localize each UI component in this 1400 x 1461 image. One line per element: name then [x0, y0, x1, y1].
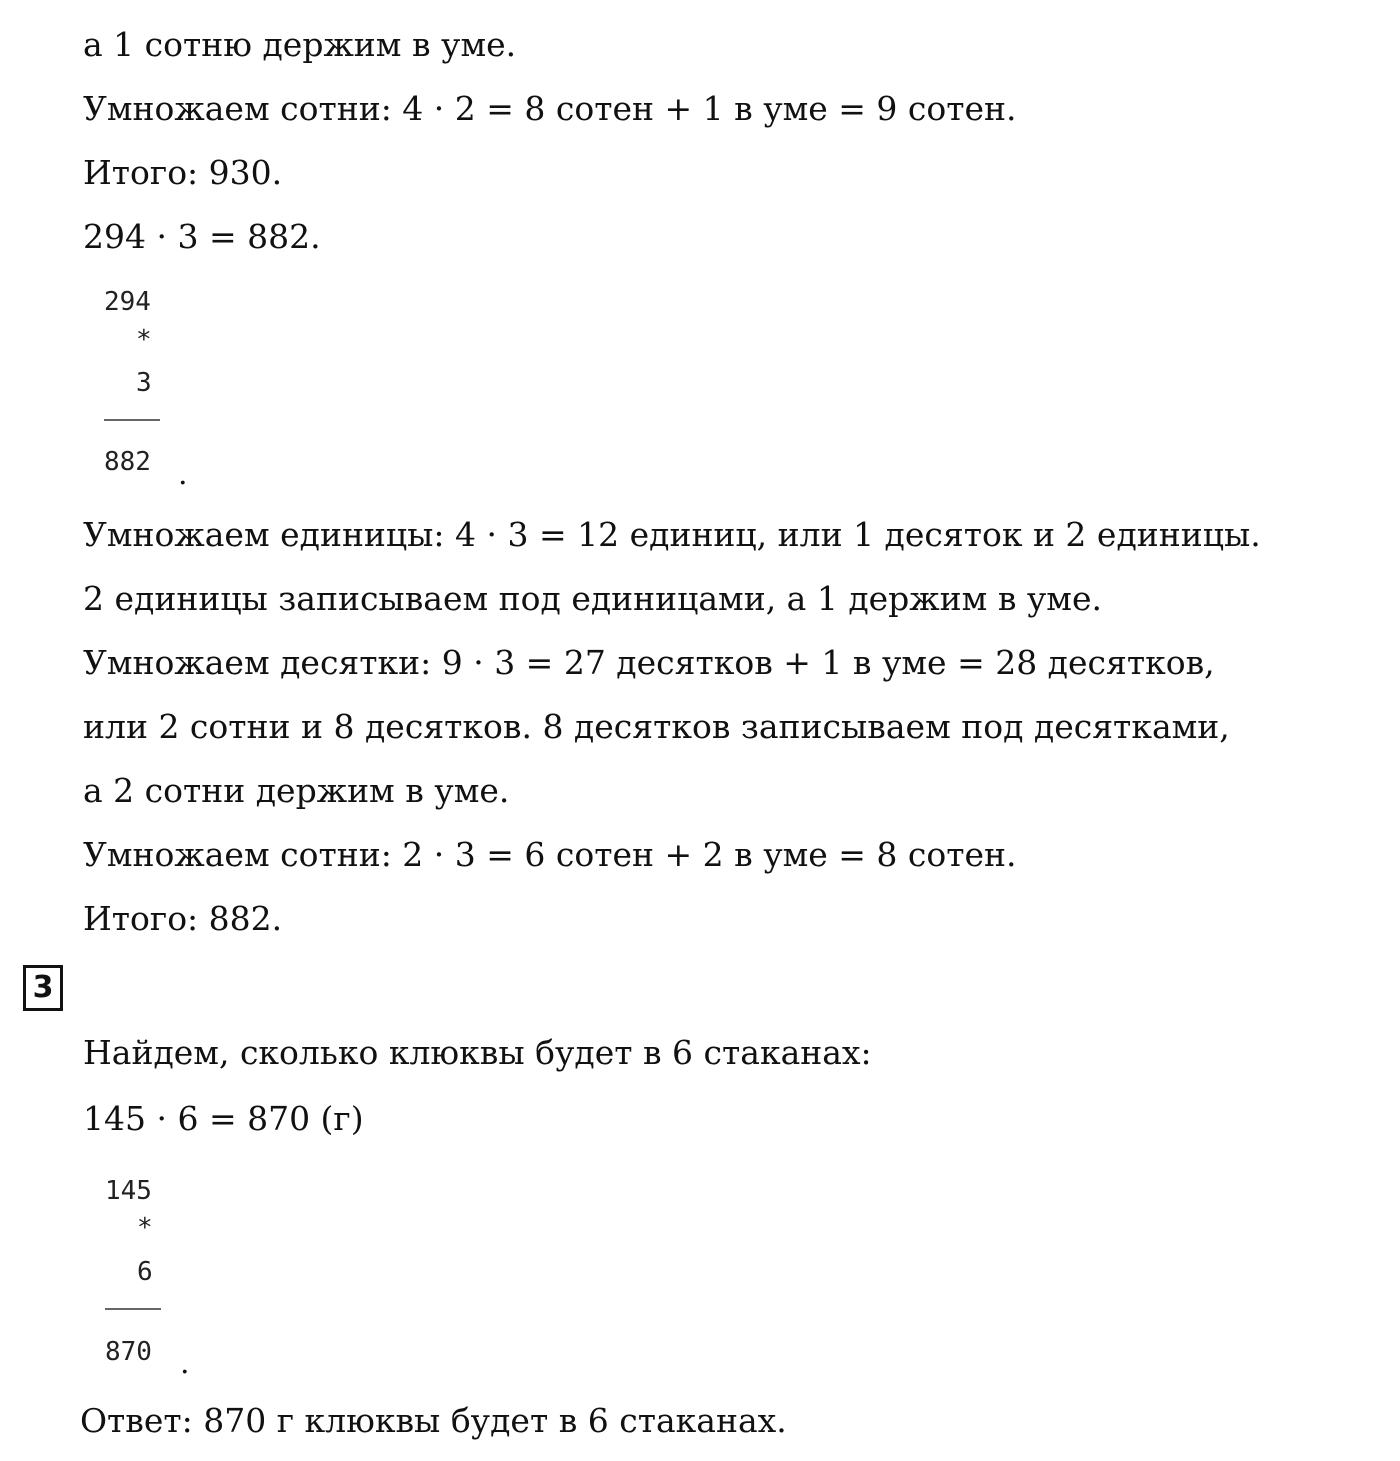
result-rule — [104, 419, 160, 421]
text-line: Найдем, сколько клюквы будет в 6 стаканах: — [83, 1033, 872, 1072]
text-line: а 1 сотню держим в уме. — [83, 25, 517, 64]
result: 870 — [105, 1337, 152, 1367]
multiplicand: 294 — [104, 287, 151, 317]
result: 882 — [104, 447, 151, 477]
equation-line: 294 · 3 = 882. — [83, 217, 321, 256]
text-line: а 2 сотни держим в уме. — [83, 771, 510, 810]
text-line: Умножаем десятки: 9 · 3 = 27 десятков + 1 в уме = 28 десятков, — [83, 643, 1215, 682]
text-line: Умножаем единицы: 4 · 3 = 12 единиц, или 1 десяток и 2 единицы. — [83, 515, 1261, 554]
text-line: Итого: 882. — [83, 899, 283, 938]
text-line: Умножаем сотни: 2 · 3 = 6 сотен + 2 в уме = 8 сотен. — [83, 835, 1017, 874]
text-line: Итого: 930. — [83, 153, 283, 192]
equation-line: 145 · 6 = 870 (г) — [83, 1099, 364, 1138]
task-number-badge: 3 — [23, 965, 63, 1011]
text-line: или 2 сотни и 8 десятков. 8 десятков записываем под десятками, — [83, 707, 1230, 746]
period: . — [180, 1346, 190, 1381]
text-line: Умножаем сотни: 4 · 2 = 8 сотен + 1 в уме = 9 сотен. — [83, 89, 1017, 128]
answer-line: Ответ: 870 г клюквы будет в 6 стаканах. — [80, 1401, 787, 1440]
text-line: 2 единицы записываем под единицами, а 1 держим в уме. — [83, 579, 1102, 618]
multiply-operator: * — [136, 325, 152, 355]
multiplier: 6 — [137, 1257, 153, 1287]
multiply-operator: * — [137, 1213, 153, 1243]
period: . — [178, 457, 188, 492]
result-rule — [105, 1308, 161, 1310]
multiplicand: 145 — [105, 1176, 152, 1206]
multiplier: 3 — [136, 368, 152, 398]
